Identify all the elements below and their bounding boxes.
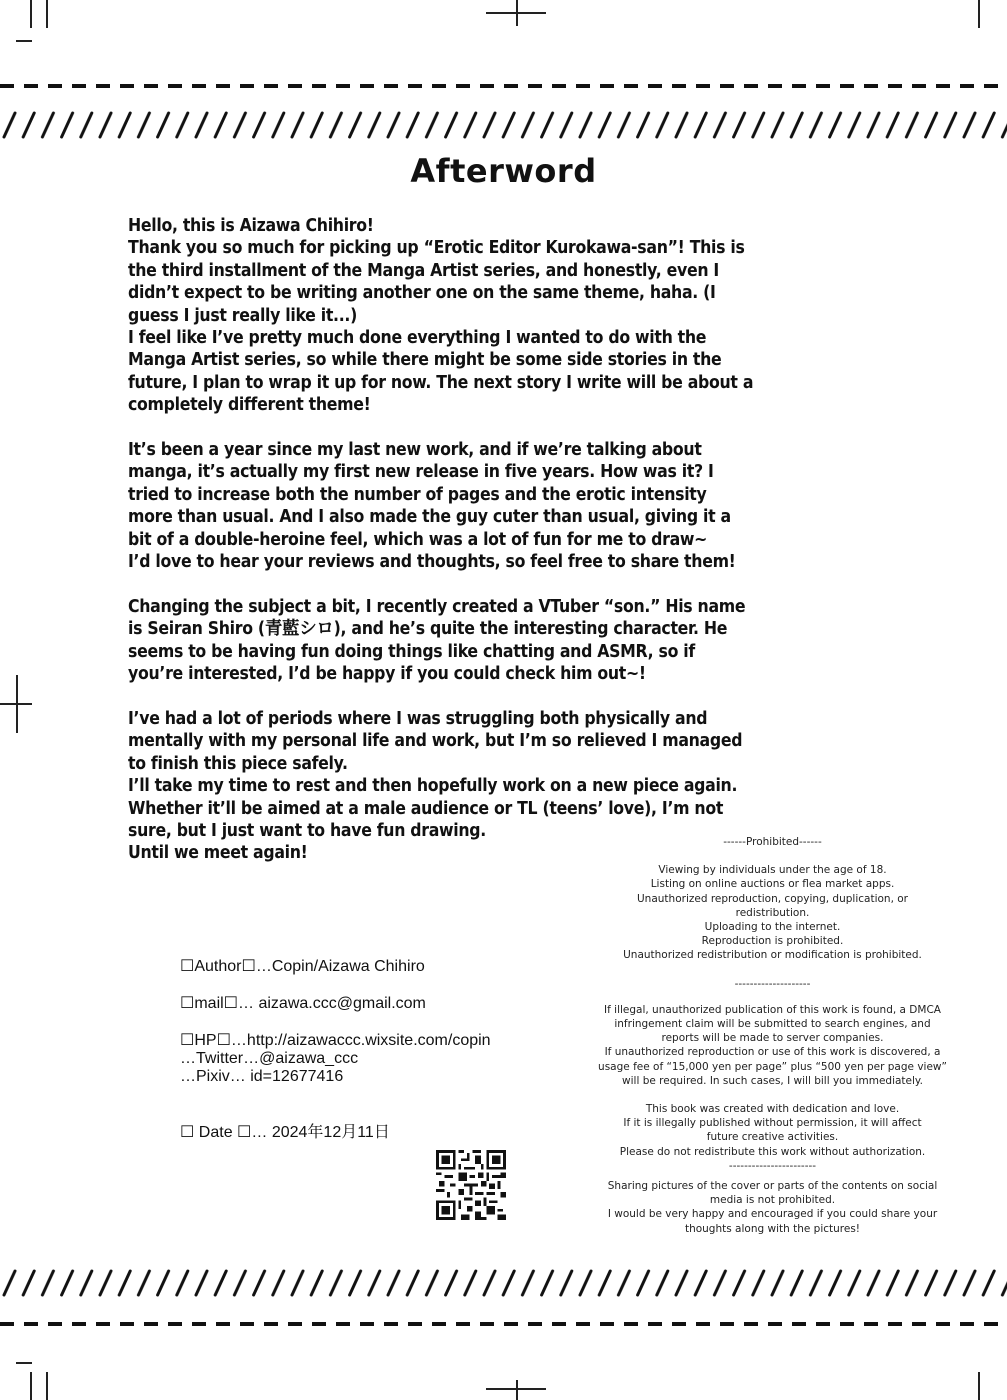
text-line: didn’t expect to be writing another one on the same theme, haha. (I (128, 283, 716, 304)
text-line: sure, but I just want to have fun drawing. (128, 820, 486, 841)
pixiv-credit[interactable]: …Pixiv… id=12677416 (180, 1068, 344, 1085)
legal-notice: If illegal, unauthorized publication of this work is found, a DMCA infringement claim will be submitted to search engines, and reports will be made to server companies. (604, 1003, 941, 1045)
text-line: to finish this piece safely. (128, 753, 348, 774)
qr-code-icon (436, 1150, 506, 1220)
top-dashed-border (0, 84, 1007, 88)
love-notice: If it is illegally published without permission, it will affect future creative activities. (623, 1117, 922, 1144)
crop-mark (30, 1372, 32, 1400)
share-notice: I would be very happy and encouraged if you could share your thoughts along with the pictures! (607, 1208, 938, 1235)
bottom-dashed-border (0, 1322, 1007, 1326)
credits-block (180, 958, 570, 1142)
prohibited-item: Reproduction is prohibited. (701, 935, 844, 948)
text-line: Hello, this is Aizawa Chihiro! (128, 216, 374, 236)
crop-mark (516, 1380, 518, 1400)
text-line: completely different theme! (128, 395, 371, 416)
legal-notice: If unauthorized reproduction or use of this work is discovered, a usage fee of “15,000 yen per page” plus “500 yen per page view” will be required. In such cases, I will bill you immediately. (598, 1046, 947, 1087)
text-line: mentally with my personal life and work, but I’m so relieved I managed (128, 731, 743, 752)
text-line: tried to increase both the number of pages and the erotic intensity (128, 484, 707, 505)
prohibited-item: Listing on online auctions or flea market apps. (650, 878, 895, 891)
text-line: Whether it’ll be aimed at a male audience or TL (teens’ love), I’m not (128, 798, 724, 819)
page-title: Afterword (410, 152, 597, 190)
prohibited-list (595, 863, 950, 962)
crop-mark (46, 0, 48, 28)
text-line: I’ll take my time to rest and then hopefully work on a new piece again. (128, 776, 738, 797)
text-line: you’re interested, I’d be happy if you could check him out~! (128, 664, 646, 685)
prohibited-item: Viewing by individuals under the age of 18. (658, 864, 887, 877)
divider-text: -------------------- (734, 977, 811, 990)
crop-mark (516, 0, 518, 26)
text-line: bit of a double-heroine feel, which was a lot of fun for me to draw~ (128, 529, 708, 550)
crop-mark (978, 1372, 980, 1400)
text-line: more than usual. And I also made the guy cuter than usual, giving it a (128, 507, 731, 528)
love-notice: Please do not redistribute this work without authorization. (619, 1145, 926, 1158)
date-credit: ☐ Date ☐… 2024年12月11日 (180, 1124, 390, 1141)
slash-pattern (0, 110, 1007, 140)
text-line: manga, it’s actually my first new release in five years. How was it? I (128, 462, 714, 483)
crop-mark (16, 675, 18, 733)
mail-credit[interactable]: ☐mail☐… aizawa.ccc@gmail.com (180, 995, 426, 1012)
text-line: is Seiran Shiro (青藍シロ), and he’s quite the interesting character. He (128, 619, 728, 640)
crop-mark (46, 1372, 48, 1400)
text-line: I feel like I’ve pretty much done everything I wanted to do with the (128, 328, 707, 349)
crop-mark (16, 40, 32, 42)
text-line: I’ve had a lot of periods where I was struggling both physically and (128, 708, 708, 729)
text-line: Manga Artist series, so while there might be some side stories in the (128, 350, 722, 371)
bottom-slash-band (0, 1268, 1007, 1298)
text-line: guess I just really like it...) (128, 305, 357, 326)
divider-text: ----------------------- (728, 1159, 817, 1172)
text-line: seems to be having fun doing things like chatting and ASMR, so if (128, 641, 695, 662)
text-line: Changing the subject a bit, I recently created a VTuber “son.” His name (128, 596, 746, 617)
share-notice: Sharing pictures of the cover or parts of the contents on social media is not prohibited. (607, 1180, 938, 1207)
love-notice: This book was created with dedication and love. (645, 1103, 900, 1116)
prohibited-notice (595, 835, 950, 1236)
paragraph (128, 596, 768, 686)
notice-header: ------Prohibited------ (723, 836, 822, 848)
homepage-link[interactable]: ☐HP☐…http://aizawaccc.wixsite.com/copin (180, 1032, 491, 1049)
text-line: Thank you so much for picking up “Erotic Editor Kurokawa-san”! This is (128, 238, 745, 259)
crop-mark (30, 0, 32, 28)
text-line: the third installment of the Manga Artist series, and honestly, even I (128, 260, 719, 281)
text-line: future, I plan to wrap it up for now. The next story I write will be about a (128, 372, 754, 393)
prohibited-item: Unauthorized reproduction, copying, duplication, or redistribution. (637, 892, 908, 919)
prohibited-item: Uploading to the internet. (704, 921, 841, 934)
text-line: I’d love to hear your reviews and thoughts, so feel free to share them! (128, 552, 736, 573)
top-slash-band (0, 110, 1007, 140)
crop-mark (16, 1362, 32, 1364)
crop-mark (978, 0, 980, 28)
slash-pattern (0, 1268, 1007, 1298)
text-line: Until we meet again! (128, 843, 308, 864)
author-credit: ☐Author☐…Copin/Aizawa Chihiro (180, 958, 425, 975)
prohibited-item: Unauthorized redistribution or modification is prohibited. (623, 949, 922, 962)
afterword-body (128, 215, 768, 887)
paragraph (128, 439, 768, 573)
paragraph (128, 215, 768, 417)
twitter-credit[interactable]: …Twitter…@aizawa_ccc (180, 1050, 359, 1067)
text-line: It’s been a year since my last new work, and if we’re talking about (128, 440, 702, 461)
